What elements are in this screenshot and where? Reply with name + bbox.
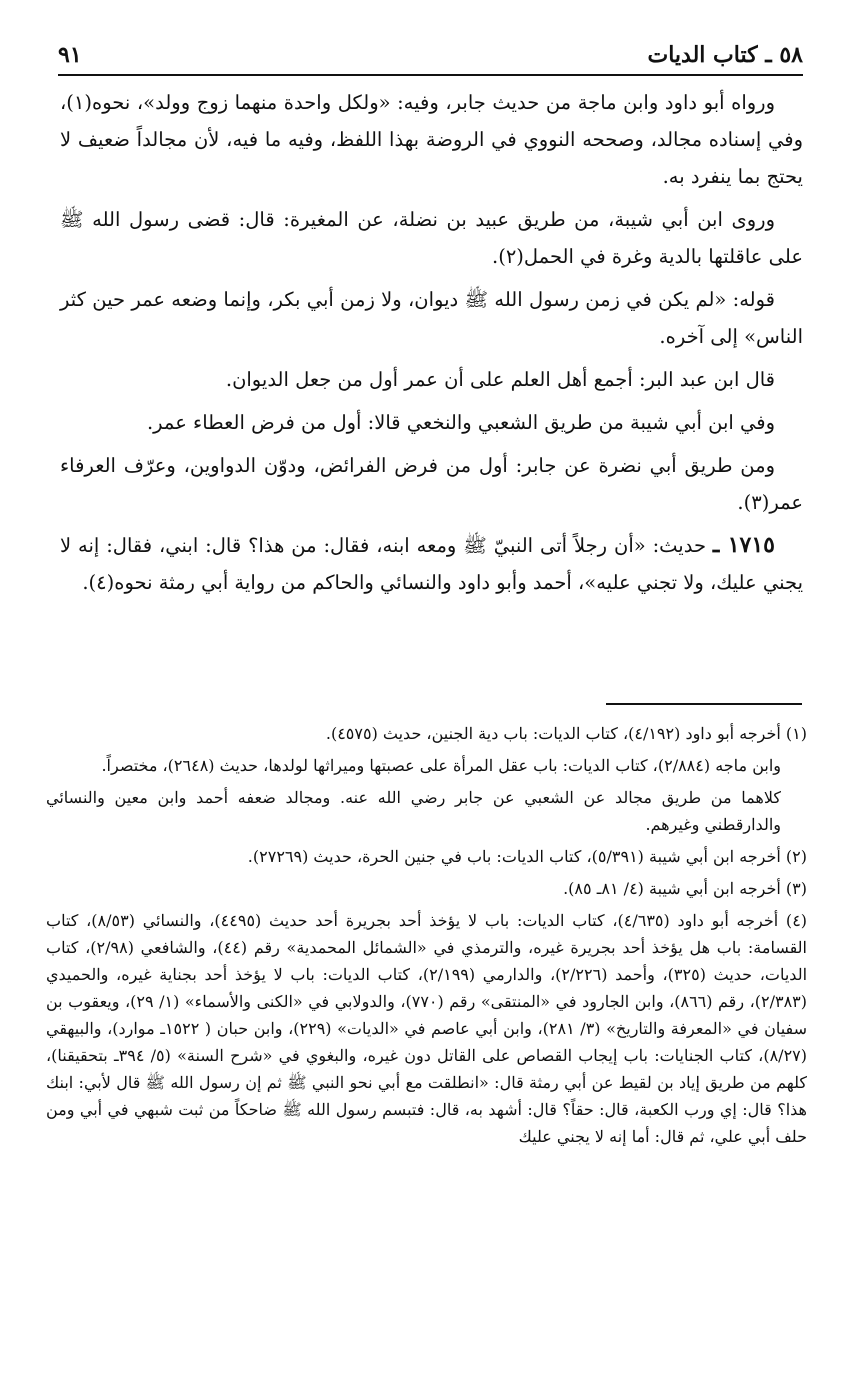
hadith-text: حديث: «أن رجلاً أتى النبيّ ﷺ ومعه ابنه، فقال: من هذا؟ قال: ابني، فقال: إنه لا يجني عليك، ولا تجني عليه»، أحمد وأبو داود والنسائي والحاكم من رواية أبي رمثة نحوه(٤). (60, 534, 803, 594)
paragraph: قوله: «لم يكن في زمن رسول الله ﷺ ديوان، ولا زمن أبي بكر، وإنما وضعه عمر حين كثر الناس» إلى آخره. (60, 288, 803, 348)
page-number: ٩١ (58, 42, 82, 68)
footnote: (٢) أخرجه ابن أبي شيبة (٥/٣٩١)، كتاب الديات: باب في جنين الحرة، حديث (٢٧٢٦٩). (247, 847, 807, 866)
paragraph: قال ابن عبد البر: أجمع أهل العلم على أن عمر أول من جعل الديوان. (225, 368, 775, 391)
running-title: ٥٨ ـ كتاب الديات (647, 42, 803, 68)
page-header (58, 34, 803, 76)
footnote: (١) أخرجه أبو داود (٤/١٩٢)، كتاب الديات: باب دية الجنين، حديث (٤٥٧٥). (325, 724, 807, 743)
footnote: (٤) أخرجه أبو داود (٤/٦٣٥)، كتاب الديات: باب لا يؤخذ أحد بجريرة أحد حديث (٤٤٩٥)، والنسائي (٨/٥٣)، كتاب القسامة: باب هل يؤخذ أحد بجريرة غيره، والترمذي في «الشمائل المحمدية» رقم (٤٤)، والشافعي (٢/٩٨)، كتاب الديات، حديث (٣٢٥)، وأحمد (٢/٢٢٦)، والدارمي (٢/١٩٩)، كتاب الديات: باب لا يؤخذ أحد بجناية غيره، والحميدي (٢/٣٨٣)، رقم (٨٦٦)، وابن الجارود في «المنتقى» رقم (٧٧٠)، والدولابي في «الكنى والأسماء» (١/ ٢٩)، ويعقوب بن سفيان في «المعرفة والتاريخ» (٣/ ٢٨١)، وابن أبي عاصم في «الديات» (٢٢٩)، وابن حبان ( ١٥٢٢ـ موارد)، والبيهقي (٨/٢٧)، كتاب الجنايات: باب إيجاب القصاص على القاتل دون غيره، والبغوي في «شرح السنة» (٥/ ٣٩٤ـ بتحقيقنا)، كلهم من طريق إياد بن لقيط عن أبي رمثة قال: «انطلقت مع أبي نحو النبي ﷺ ثم إن رسول الله ﷺ قال لأبي: ابنك هذا؟ قال: إي ورب الكعبة، قال: حقاً؟ قال: أشهد به، قال: فتبسم رسول الله ﷺ ضاحكاً من ثبت شبهي في أبي ومن حلف أبي علي، ثم قال: أما إنه لا يجني عليك (46, 911, 808, 1146)
hadith-paragraph (60, 527, 803, 601)
footnotes (46, 720, 807, 1155)
paragraph: ورواه أبو داود وابن ماجة من حديث جابر، وفيه: «ولكل واحدة منهما زوج وولد»، نحوه(١)، وفي إسناده مجالد، وصححه النووي في الروضة بهذا اللفظ، وفيه ما فيه، لأن مجالداً ضعيف لا يحتج بما ينفرد به. (60, 91, 803, 188)
footnote: وابن ماجه (٢/٨٨٤)، كتاب الديات: باب عقل المرأة على عصبتها وميراثها لولدها، حديث (٢٦٤٨)، مختصراً. (101, 756, 781, 775)
footnote-separator (606, 703, 802, 705)
footnote: (٣) أخرجه ابن أبي شيبة (٤/ ٨١ـ ٨٥). (563, 879, 807, 898)
main-text (60, 84, 803, 607)
paragraph: وفي ابن أبي شيبة من طريق الشعبي والنخعي قالا: أول من فرض العطاء عمر. (146, 411, 775, 434)
hadith-number: ١٧١٥ ـ (712, 532, 775, 558)
paragraph: وروى ابن أبي شيبة، من طريق عبيد بن نضلة، عن المغيرة: قال: قضى رسول الله ﷺ على عاقلتها بالدية وغرة في الحمل(٢). (60, 208, 803, 268)
paragraph: ومن طريق أبي نضرة عن جابر: أول من فرض الفرائض، ودوّن الدواوين، وعرّف العرفاء عمر(٣). (60, 454, 803, 514)
footnote: كلاهما من طريق مجالد عن الشعبي عن جابر رضي الله عنه. ومجالد ضعفه أحمد وابن معين والنسائي والدارقطني وغيرهم. (46, 788, 781, 834)
